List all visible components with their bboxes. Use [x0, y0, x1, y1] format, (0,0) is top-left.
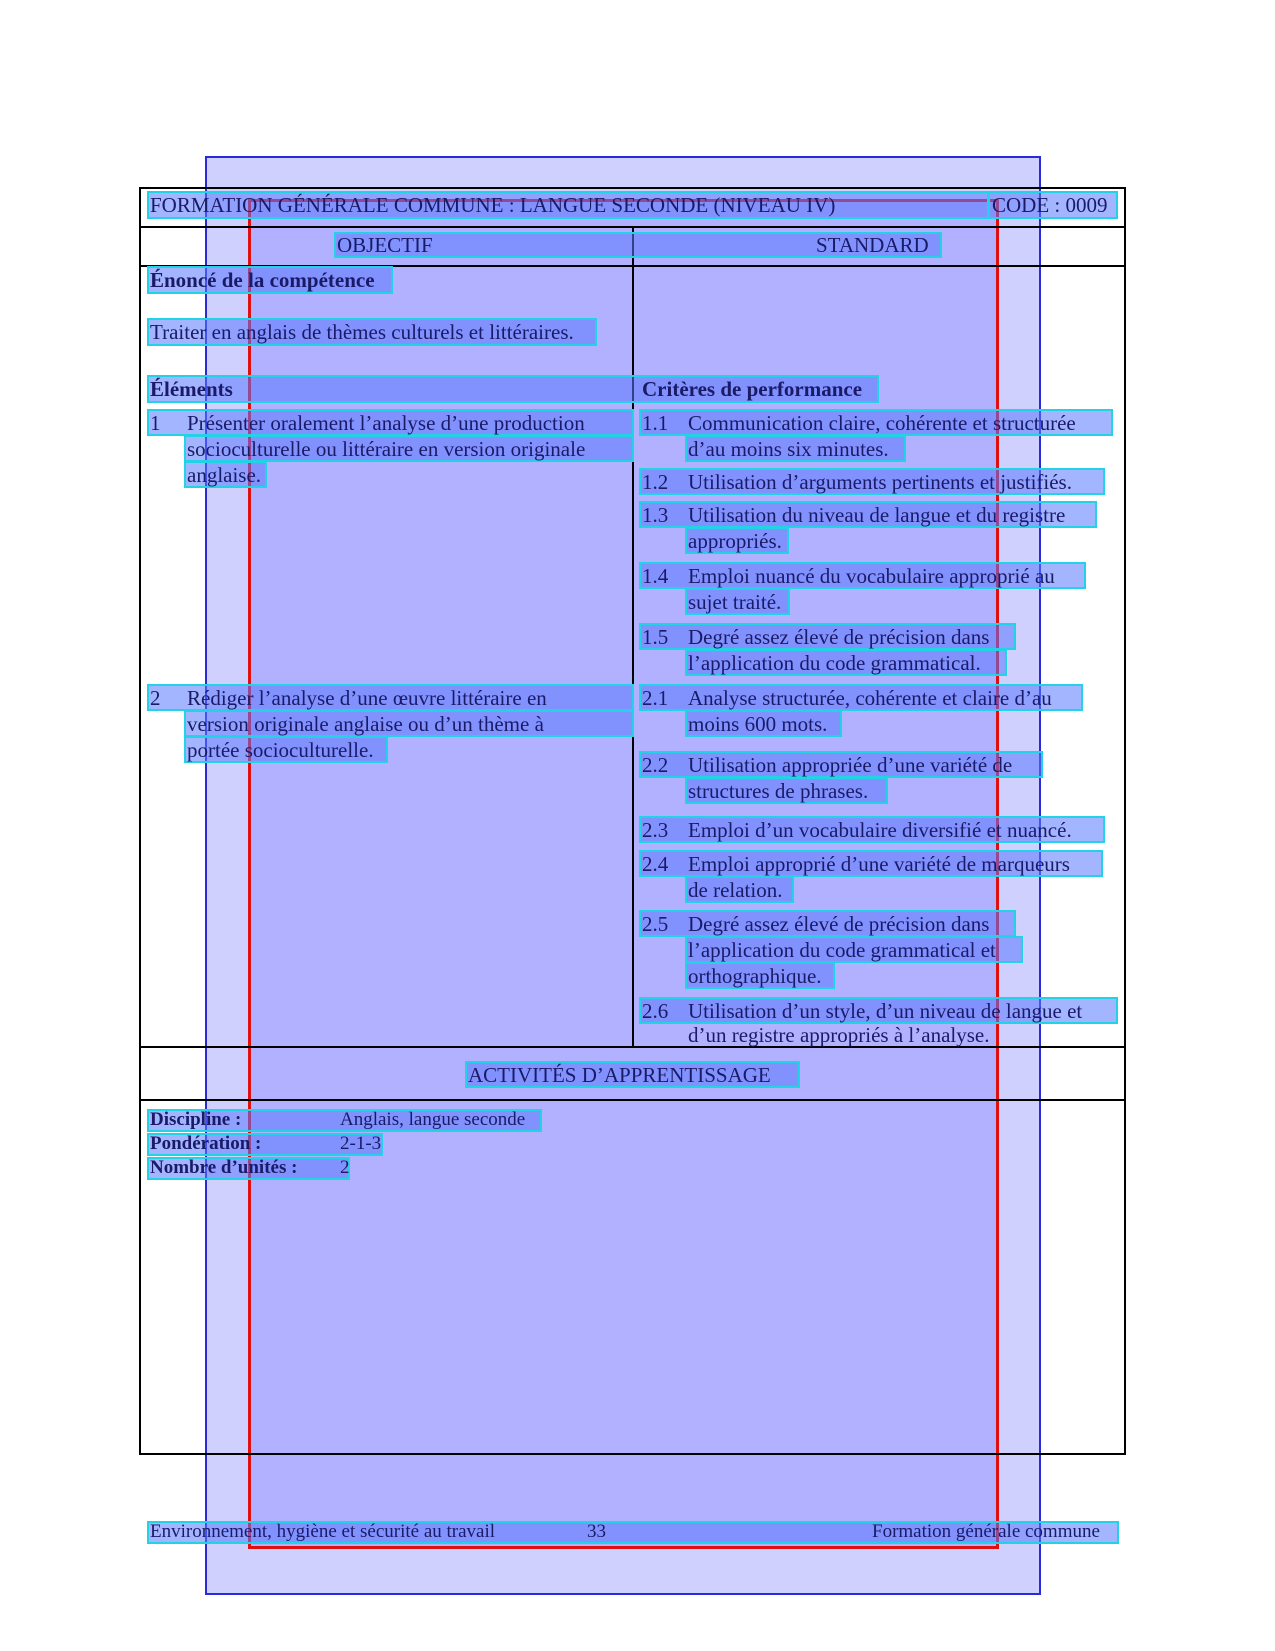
discipline-label: Discipline : — [150, 1109, 242, 1130]
element-line: Rédiger l’analyse d’une œuvre littéraire en — [187, 686, 547, 710]
criterion-number: 1.2 — [642, 470, 669, 494]
footer-right: Formation générale commune — [872, 1521, 1100, 1542]
criterion-line: Utilisation du niveau de langue et du registre — [688, 503, 1066, 527]
criterion-line: Analyse structurée, cohérente et claire d’au — [688, 686, 1052, 710]
objectif-heading: OBJECTIF — [337, 233, 433, 257]
criterion-number: 2.6 — [642, 999, 669, 1023]
criterion-line: Emploi nuancé du vocabulaire approprié au — [688, 564, 1055, 588]
discipline-value: Anglais, langue seconde — [340, 1109, 526, 1130]
table-border-right — [1124, 187, 1126, 1455]
criterion-line: Communication claire, cohérente et structurée — [688, 411, 1076, 435]
criterion-number: 1.1 — [642, 411, 669, 435]
criteria-heading: Critères de performance — [642, 377, 863, 401]
criterion-line: Utilisation d’un style, d’un niveau de langue et — [688, 999, 1083, 1023]
criterion-line: structures de phrases. — [688, 779, 869, 803]
activites-heading: ACTIVITÉS D’APPRENTISSAGE — [468, 1063, 771, 1087]
footer-page-number: 33 — [587, 1521, 606, 1542]
criterion-line: orthographique. — [688, 964, 822, 988]
table-border-left — [139, 187, 141, 1455]
criterion-line: Degré assez élevé de précision dans — [688, 912, 990, 936]
unites-label: Nombre d’unités : — [150, 1157, 298, 1178]
element-line: version originale anglaise ou d’un thème à — [187, 712, 544, 736]
criterion-number: 1.4 — [642, 564, 669, 588]
table-border-bottom — [140, 1453, 1126, 1455]
criterion-number: 2.2 — [642, 753, 669, 777]
element-line: anglaise. — [187, 463, 262, 487]
unites-value: 2 — [340, 1157, 350, 1178]
criterion-line: Emploi d’un vocabulaire diversifié et nuancé. — [688, 818, 1072, 842]
criterion-line: d’un registre appropriés à l’analyse. — [688, 1023, 990, 1047]
criterion-line: moins 600 mots. — [688, 712, 828, 736]
criterion-line: l’application du code grammatical et — [688, 938, 996, 962]
criterion-line: Degré assez élevé de précision dans — [688, 625, 990, 649]
criterion-line: Utilisation d’arguments pertinents et justifiés. — [688, 470, 1072, 494]
criterion-line: sujet traité. — [688, 590, 782, 614]
element-line: socioculturelle ou littéraire en version originale — [187, 437, 586, 461]
form-title: FORMATION GÉNÉRALE COMMUNE : LANGUE SECONDE (NIVEAU IV) — [150, 193, 836, 217]
element-line: Présenter oralement l’analyse d’une production — [187, 411, 585, 435]
footer-left: Environnement, hygiène et sécurité au travail — [150, 1521, 496, 1542]
criterion-number: 2.1 — [642, 686, 669, 710]
table-border-top — [140, 187, 1126, 189]
competence-heading: Énoncé de la compétence — [150, 268, 375, 292]
criterion-line: de relation. — [688, 878, 783, 902]
element-number: 2 — [150, 686, 161, 710]
criterion-line: d’au moins six minutes. — [688, 437, 889, 461]
ponderation-label: Pondération : — [150, 1133, 262, 1154]
criterion-line: appropriés. — [688, 529, 782, 553]
criterion-line: l’application du code grammatical. — [688, 651, 981, 675]
criterion-line: Utilisation appropriée d’une variété de — [688, 753, 1013, 777]
table-rule — [140, 1099, 1126, 1101]
criterion-number: 2.5 — [642, 912, 669, 936]
criterion-number: 2.4 — [642, 852, 669, 876]
standard-heading: STANDARD — [816, 233, 929, 257]
criterion-line: Emploi approprié d’une variété de marqueurs — [688, 852, 1070, 876]
criterion-number: 1.5 — [642, 625, 669, 649]
criterion-number: 2.3 — [642, 818, 669, 842]
element-number: 1 — [150, 411, 161, 435]
form-code: CODE : 0009 — [992, 193, 1108, 217]
competence-text: Traiter en anglais de thèmes culturels et littéraires. — [150, 320, 574, 344]
column-divider — [632, 226, 634, 1048]
ponderation-value: 2-1-3 — [340, 1133, 382, 1154]
element-line: portée socioculturelle. — [187, 738, 374, 762]
elements-heading: Éléments — [150, 377, 233, 401]
criterion-number: 1.3 — [642, 503, 669, 527]
